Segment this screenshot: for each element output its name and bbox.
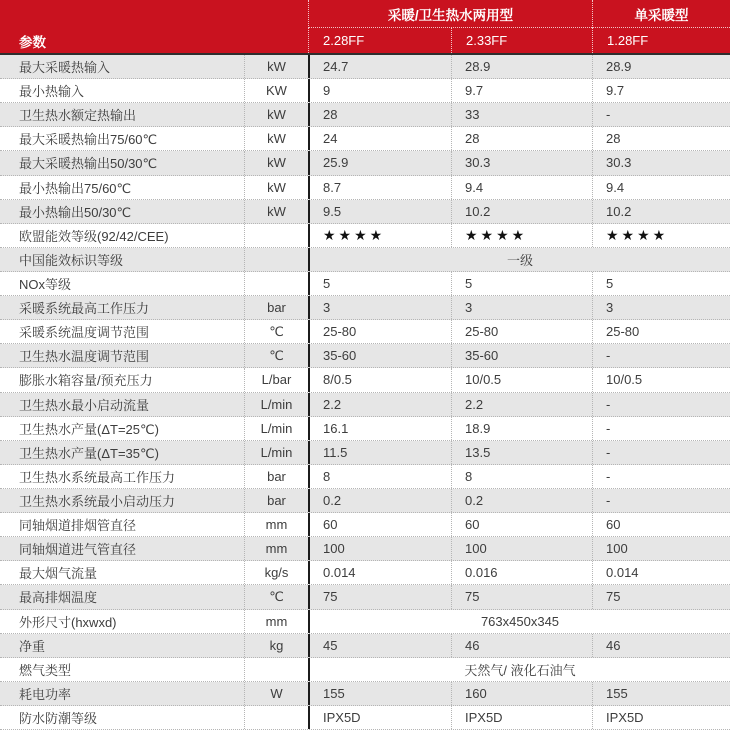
param-name: 最大采暖热输出50/30℃ xyxy=(0,151,245,174)
param-name: 防水防潮等级 xyxy=(0,706,245,729)
param-value: 0.016 xyxy=(451,561,592,584)
model-column-2-33ff: 2.33FF xyxy=(451,28,592,53)
param-value: IPX5D xyxy=(592,706,730,729)
param-value-span: 天然气/ 液化石油气 xyxy=(308,658,730,681)
param-value: 75 xyxy=(308,585,451,608)
param-name: 膨胀水箱容量/预充压力 xyxy=(0,368,245,391)
param-value: 5 xyxy=(308,272,451,295)
param-value: 10/0.5 xyxy=(451,368,592,391)
param-unit: L/min xyxy=(260,396,293,412)
param-value: 28.9 xyxy=(451,55,592,78)
table-row xyxy=(0,200,730,224)
param-value: 8 xyxy=(451,465,592,488)
param-value: 0.014 xyxy=(308,561,451,584)
table-row xyxy=(0,561,730,585)
param-value: 9 xyxy=(308,79,451,102)
param-value: 33 xyxy=(451,103,592,126)
param-value: 9.4 xyxy=(451,176,592,199)
table-row xyxy=(0,224,730,248)
param-value: 8/0.5 xyxy=(308,368,451,391)
param-value: 75 xyxy=(592,585,730,608)
table-row xyxy=(0,634,730,658)
param-unit: KW xyxy=(266,83,287,99)
param-unit: L/bar xyxy=(261,372,292,388)
param-value: 28 xyxy=(451,127,592,150)
param-value: 28 xyxy=(592,127,730,150)
header-group-row xyxy=(0,0,730,28)
param-value: IPX5D xyxy=(451,706,592,729)
param-name: 最小热输出75/60℃ xyxy=(0,176,245,199)
param-value: 16.1 xyxy=(308,417,451,440)
param-value: 0.2 xyxy=(308,489,451,512)
param-name: 中国能效标识等级 xyxy=(0,248,245,271)
param-unit xyxy=(245,272,308,295)
table-row xyxy=(0,79,730,103)
param-value: 5 xyxy=(451,272,592,295)
param-name: 卫生热水系统最高工作压力 xyxy=(0,465,245,488)
param-name: 采暖系统最高工作压力 xyxy=(0,296,245,319)
table-row xyxy=(0,658,730,682)
param-value: 45 xyxy=(308,634,451,657)
param-value: 155 xyxy=(308,682,451,705)
param-name: 卫生热水产量(ΔT=35℃) xyxy=(0,441,245,464)
param-value: - xyxy=(592,393,730,416)
param-unit: mm xyxy=(265,541,288,557)
param-column-header: 参数 xyxy=(19,34,46,50)
param-value: 25.9 xyxy=(308,151,451,174)
column-group-heating-only: 单采暖型 xyxy=(592,0,730,28)
param-value: 25-80 xyxy=(308,320,451,343)
table-row xyxy=(0,368,730,392)
param-value: 2.2 xyxy=(308,393,451,416)
param-unit: bar xyxy=(267,300,286,316)
param-value: 24.7 xyxy=(308,55,451,78)
param-value: 5 xyxy=(592,272,730,295)
table-row xyxy=(0,706,730,730)
param-value: 28 xyxy=(308,103,451,126)
param-unit xyxy=(245,248,308,271)
param-value: 9.7 xyxy=(451,79,592,102)
param-unit: ℃ xyxy=(269,347,284,363)
table-row xyxy=(0,176,730,200)
param-value: - xyxy=(592,441,730,464)
param-value: 9.5 xyxy=(308,200,451,223)
param-value: - xyxy=(592,417,730,440)
param-name: 卫生热水产量(ΔT=25℃) xyxy=(0,417,245,440)
param-unit: kW xyxy=(267,107,286,123)
param-value: 30.3 xyxy=(592,151,730,174)
param-value: 10/0.5 xyxy=(592,368,730,391)
star-rating: ★★★★ xyxy=(592,224,730,247)
param-value: 24 xyxy=(308,127,451,150)
param-value: 11.5 xyxy=(308,441,451,464)
param-unit: bar xyxy=(267,493,286,509)
table-row xyxy=(0,127,730,151)
param-value: 9.7 xyxy=(592,79,730,102)
table-row xyxy=(0,393,730,417)
param-value: 3 xyxy=(308,296,451,319)
table-row xyxy=(0,513,730,537)
table-row xyxy=(0,55,730,79)
table-row xyxy=(0,344,730,368)
param-name: 最大烟气流量 xyxy=(0,561,245,584)
param-value: 10.2 xyxy=(451,200,592,223)
param-value-span: 一级 xyxy=(308,248,730,271)
table-row xyxy=(0,537,730,561)
param-value: 8 xyxy=(308,465,451,488)
param-value: 60 xyxy=(308,513,451,536)
param-unit: kW xyxy=(267,155,286,171)
param-value: 46 xyxy=(592,634,730,657)
param-value: IPX5D xyxy=(308,706,451,729)
table-header xyxy=(0,0,730,55)
param-value: 10.2 xyxy=(592,200,730,223)
param-value: 35-60 xyxy=(451,344,592,367)
star-rating: ★★★★ xyxy=(451,224,592,247)
param-name: 最大采暖热输出75/60℃ xyxy=(0,127,245,150)
param-value: 46 xyxy=(451,634,592,657)
param-value: 60 xyxy=(451,513,592,536)
param-value: 3 xyxy=(592,296,730,319)
table-body xyxy=(0,55,730,730)
param-name: 外形尺寸(hxwxd) xyxy=(0,610,245,633)
param-unit: bar xyxy=(267,468,286,484)
param-unit xyxy=(245,706,308,729)
param-value: 2.2 xyxy=(451,393,592,416)
header-blank-cell xyxy=(0,0,308,28)
param-value: 155 xyxy=(592,682,730,705)
table-row xyxy=(0,103,730,127)
param-name: 欧盟能效等级(92/42/CEE) xyxy=(0,224,245,247)
table-row xyxy=(0,248,730,272)
param-value: - xyxy=(592,103,730,126)
param-name: 采暖系统温度调节范围 xyxy=(0,320,245,343)
param-unit: mm xyxy=(265,613,288,629)
param-value: - xyxy=(592,465,730,488)
param-value: 0.2 xyxy=(451,489,592,512)
param-unit: kW xyxy=(267,203,286,219)
param-value: 160 xyxy=(451,682,592,705)
param-unit: kW xyxy=(267,131,286,147)
table-row xyxy=(0,489,730,513)
param-name: 卫生热水额定热输出 xyxy=(0,103,245,126)
param-value: 18.9 xyxy=(451,417,592,440)
param-unit: ℃ xyxy=(269,323,284,339)
param-unit: ℃ xyxy=(269,588,284,604)
table-row xyxy=(0,465,730,489)
table-row xyxy=(0,682,730,706)
param-name: 卫生热水温度调节范围 xyxy=(0,344,245,367)
table-row xyxy=(0,585,730,609)
param-value: - xyxy=(592,489,730,512)
param-value: 25-80 xyxy=(592,320,730,343)
param-value-span: 763x450x345 xyxy=(308,610,730,633)
param-unit: kg/s xyxy=(264,565,289,581)
param-name: 同轴烟道进气管直径 xyxy=(0,537,245,560)
param-value: 100 xyxy=(308,537,451,560)
param-name: NOx等级 xyxy=(0,272,245,295)
table-row xyxy=(0,296,730,320)
param-value: 75 xyxy=(451,585,592,608)
table-row xyxy=(0,441,730,465)
param-name: 最小热输入 xyxy=(0,79,245,102)
table-row xyxy=(0,151,730,175)
param-unit: L/min xyxy=(260,444,293,460)
param-value: - xyxy=(592,344,730,367)
param-value: 100 xyxy=(592,537,730,560)
param-value: 9.4 xyxy=(592,176,730,199)
param-name: 卫生热水最小启动流量 xyxy=(0,393,245,416)
param-unit xyxy=(245,658,308,681)
param-name: 净重 xyxy=(0,634,245,657)
table-row xyxy=(0,272,730,296)
param-unit xyxy=(245,224,308,247)
column-group-combi: 采暖/卫生热水两用型 xyxy=(308,0,592,28)
param-unit: L/min xyxy=(260,420,293,436)
param-unit: kW xyxy=(267,59,286,75)
param-name: 最小热输出50/30℃ xyxy=(0,200,245,223)
param-name: 最高排烟温度 xyxy=(0,585,245,608)
param-value: 25-80 xyxy=(451,320,592,343)
table-row xyxy=(0,320,730,344)
param-name: 同轴烟道排烟管直径 xyxy=(0,513,245,536)
param-name: 燃气类型 xyxy=(0,658,245,681)
param-value: 0.014 xyxy=(592,561,730,584)
param-value: 35-60 xyxy=(308,344,451,367)
param-name: 耗电功率 xyxy=(0,682,245,705)
param-name: 最大采暖热输入 xyxy=(0,55,245,78)
table-row xyxy=(0,610,730,634)
header-model-row xyxy=(0,28,730,53)
table-row xyxy=(0,417,730,441)
param-value: 28.9 xyxy=(592,55,730,78)
param-value: 60 xyxy=(592,513,730,536)
param-unit: kg xyxy=(269,637,284,653)
param-name: 卫生热水系统最小启动压力 xyxy=(0,489,245,512)
param-unit: kW xyxy=(267,179,286,195)
model-column-2-28ff: 2.28FF xyxy=(308,28,451,53)
param-value: 8.7 xyxy=(308,176,451,199)
star-rating: ★★★★ xyxy=(308,224,451,247)
param-value: 13.5 xyxy=(451,441,592,464)
param-value: 100 xyxy=(451,537,592,560)
param-value: 3 xyxy=(451,296,592,319)
param-unit: mm xyxy=(265,517,288,533)
param-unit: W xyxy=(270,685,283,701)
model-column-1-28ff: 1.28FF xyxy=(592,28,730,53)
param-value: 30.3 xyxy=(451,151,592,174)
